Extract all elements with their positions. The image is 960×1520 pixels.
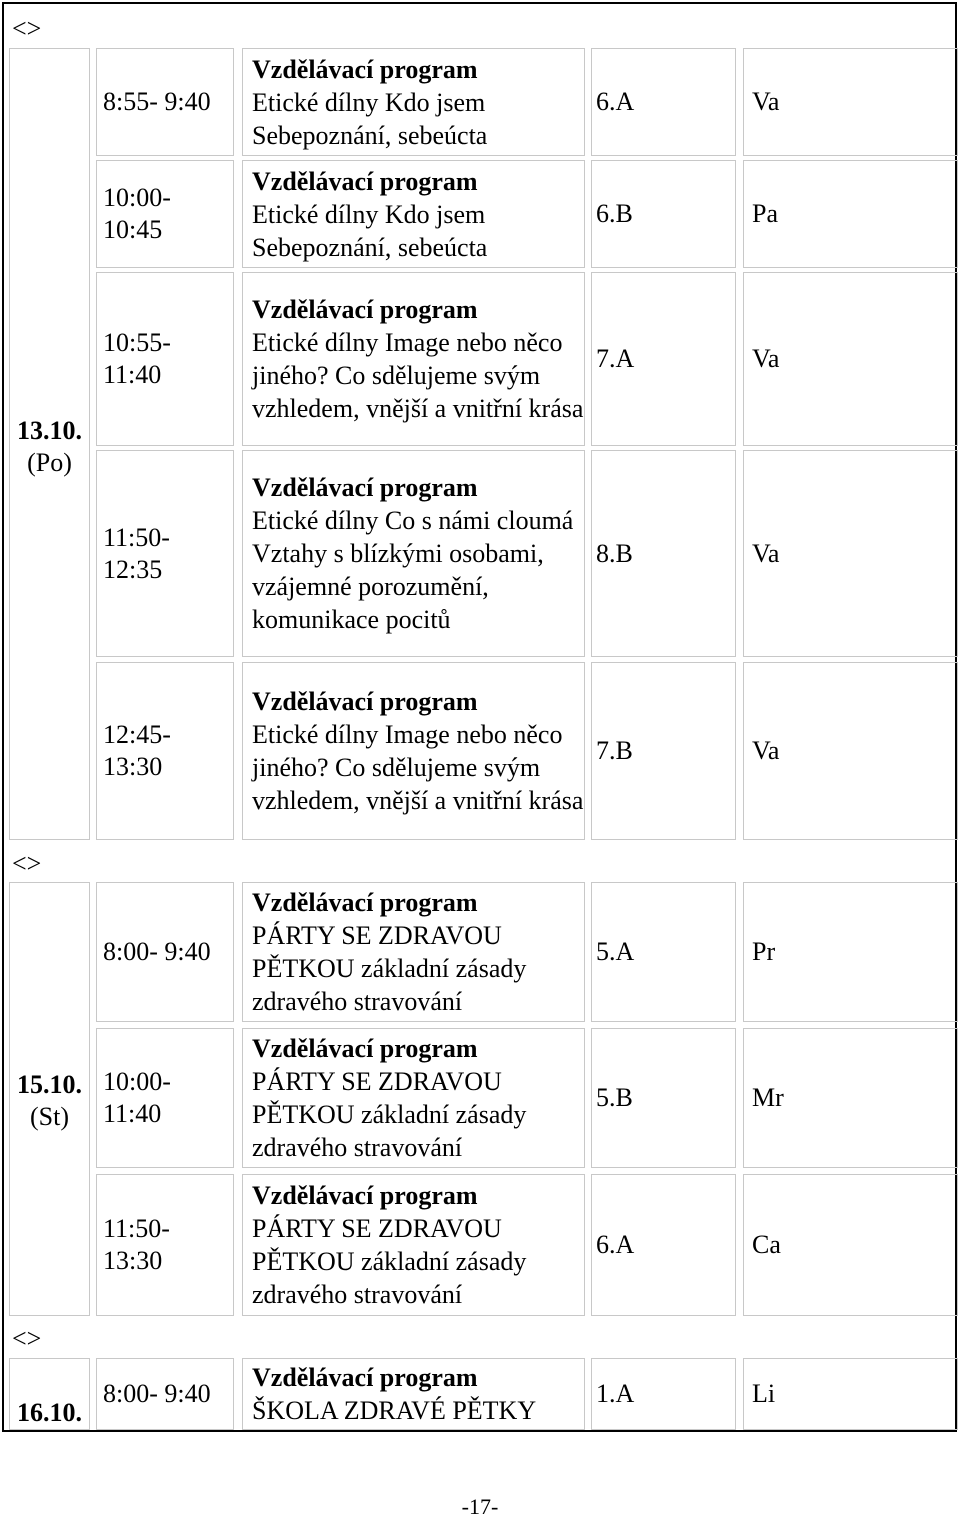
time-cell: 8:00- 9:40 xyxy=(96,882,234,1022)
teacher-cell: Va xyxy=(743,662,958,840)
program-heading: Vzdělávací program xyxy=(252,888,478,917)
time-cell: 10:00- 10:45 xyxy=(96,160,234,268)
teacher-cell: Va xyxy=(743,450,958,657)
time-cell: 12:45- 13:30 xyxy=(96,662,234,840)
program-cell xyxy=(242,272,585,446)
section-marker: <> xyxy=(12,14,42,43)
weekday: (Po) xyxy=(27,448,72,477)
program-title: Etické dílny Kdo jsem Sebepoznání, sebeúcta xyxy=(252,87,488,150)
class-cell: 1.A xyxy=(591,1358,736,1430)
program-cell xyxy=(242,450,585,657)
program-heading: Vzdělávací program xyxy=(252,295,478,324)
class-cell: 6.A xyxy=(591,1174,736,1316)
program-heading: Vzdělávací program xyxy=(252,687,478,716)
time-cell: 8:55- 9:40 xyxy=(96,48,234,156)
program-title: Etické dílny Co s námi cloumá Vztahy s blízkými osobami, vzájemné porozumění, komunikace pocitů xyxy=(252,506,574,634)
program-title: PÁRTY SE ZDRAVOU PĚTKOU základní zásady zdravého stravování xyxy=(252,1214,527,1309)
teacher-cell: Ca xyxy=(743,1174,958,1316)
section-marker: <> xyxy=(12,1324,42,1353)
program-cell xyxy=(242,1174,585,1316)
program-cell xyxy=(242,1358,585,1430)
date-cell xyxy=(9,1358,90,1430)
class-cell: 6.B xyxy=(591,160,736,268)
program-heading: Vzdělávací program xyxy=(252,166,478,196)
class-cell: 6.A xyxy=(591,48,736,156)
date-cell xyxy=(9,882,90,1316)
teacher-cell: Pr xyxy=(743,882,958,1022)
weekday: (St) xyxy=(30,1102,69,1131)
time-cell: 10:55- 11:40 xyxy=(96,272,234,446)
date-cell xyxy=(9,48,90,840)
date: 16.10. xyxy=(17,1398,82,1427)
section-marker: <> xyxy=(12,849,42,878)
program-title: ŠKOLA ZDRAVÉ PĚTKY xyxy=(252,1396,537,1425)
program-cell xyxy=(242,662,585,840)
teacher-cell: Li xyxy=(743,1358,958,1430)
program-title: PÁRTY SE ZDRAVOU PĚTKOU základní zásady zdravého stravování xyxy=(252,1067,527,1162)
teacher-cell: Mr xyxy=(743,1028,958,1168)
time-cell: 10:00- 11:40 xyxy=(96,1028,234,1168)
date: 13.10. xyxy=(17,416,82,445)
program-title: Etické dílny Image nebo něco jiného? Co sdělujeme svým vzhledem, vnější a vnitřní krása xyxy=(252,328,584,423)
time-cell: 11:50- 13:30 xyxy=(96,1174,234,1316)
date: 15.10. xyxy=(17,1070,82,1099)
program-cell xyxy=(242,160,585,268)
class-cell: 5.B xyxy=(591,1028,736,1168)
time-cell: 11:50- 12:35 xyxy=(96,450,234,657)
class-cell: 7.A xyxy=(591,272,736,446)
page-number: -17- xyxy=(461,1494,499,1519)
program-heading: Vzdělávací program xyxy=(252,54,478,84)
teacher-cell: Va xyxy=(743,48,958,156)
program-heading: Vzdělávací program xyxy=(252,1034,478,1063)
program-title: PÁRTY SE ZDRAVOU PĚTKOU základní zásady zdravého stravování xyxy=(252,921,527,1016)
program-cell xyxy=(242,1028,585,1168)
time-cell: 8:00- 9:40 xyxy=(96,1358,234,1430)
teacher-cell: Va xyxy=(743,272,958,446)
program-cell xyxy=(242,882,585,1022)
program-heading: Vzdělávací program xyxy=(252,473,478,502)
program-title: Etické dílny Kdo jsem Sebepoznání, sebeúcta xyxy=(252,199,488,262)
program-heading: Vzdělávací program xyxy=(252,1181,478,1210)
class-cell: 5.A xyxy=(591,882,736,1022)
teacher-cell: Pa xyxy=(743,160,958,268)
schedule-table xyxy=(2,2,957,1432)
class-cell: 8.B xyxy=(591,450,736,657)
program-cell xyxy=(242,48,585,156)
program-title: Etické dílny Image nebo něco jiného? Co sdělujeme svým vzhledem, vnější a vnitřní krása xyxy=(252,720,584,815)
class-cell: 7.B xyxy=(591,662,736,840)
program-heading: Vzdělávací program xyxy=(252,1363,478,1392)
